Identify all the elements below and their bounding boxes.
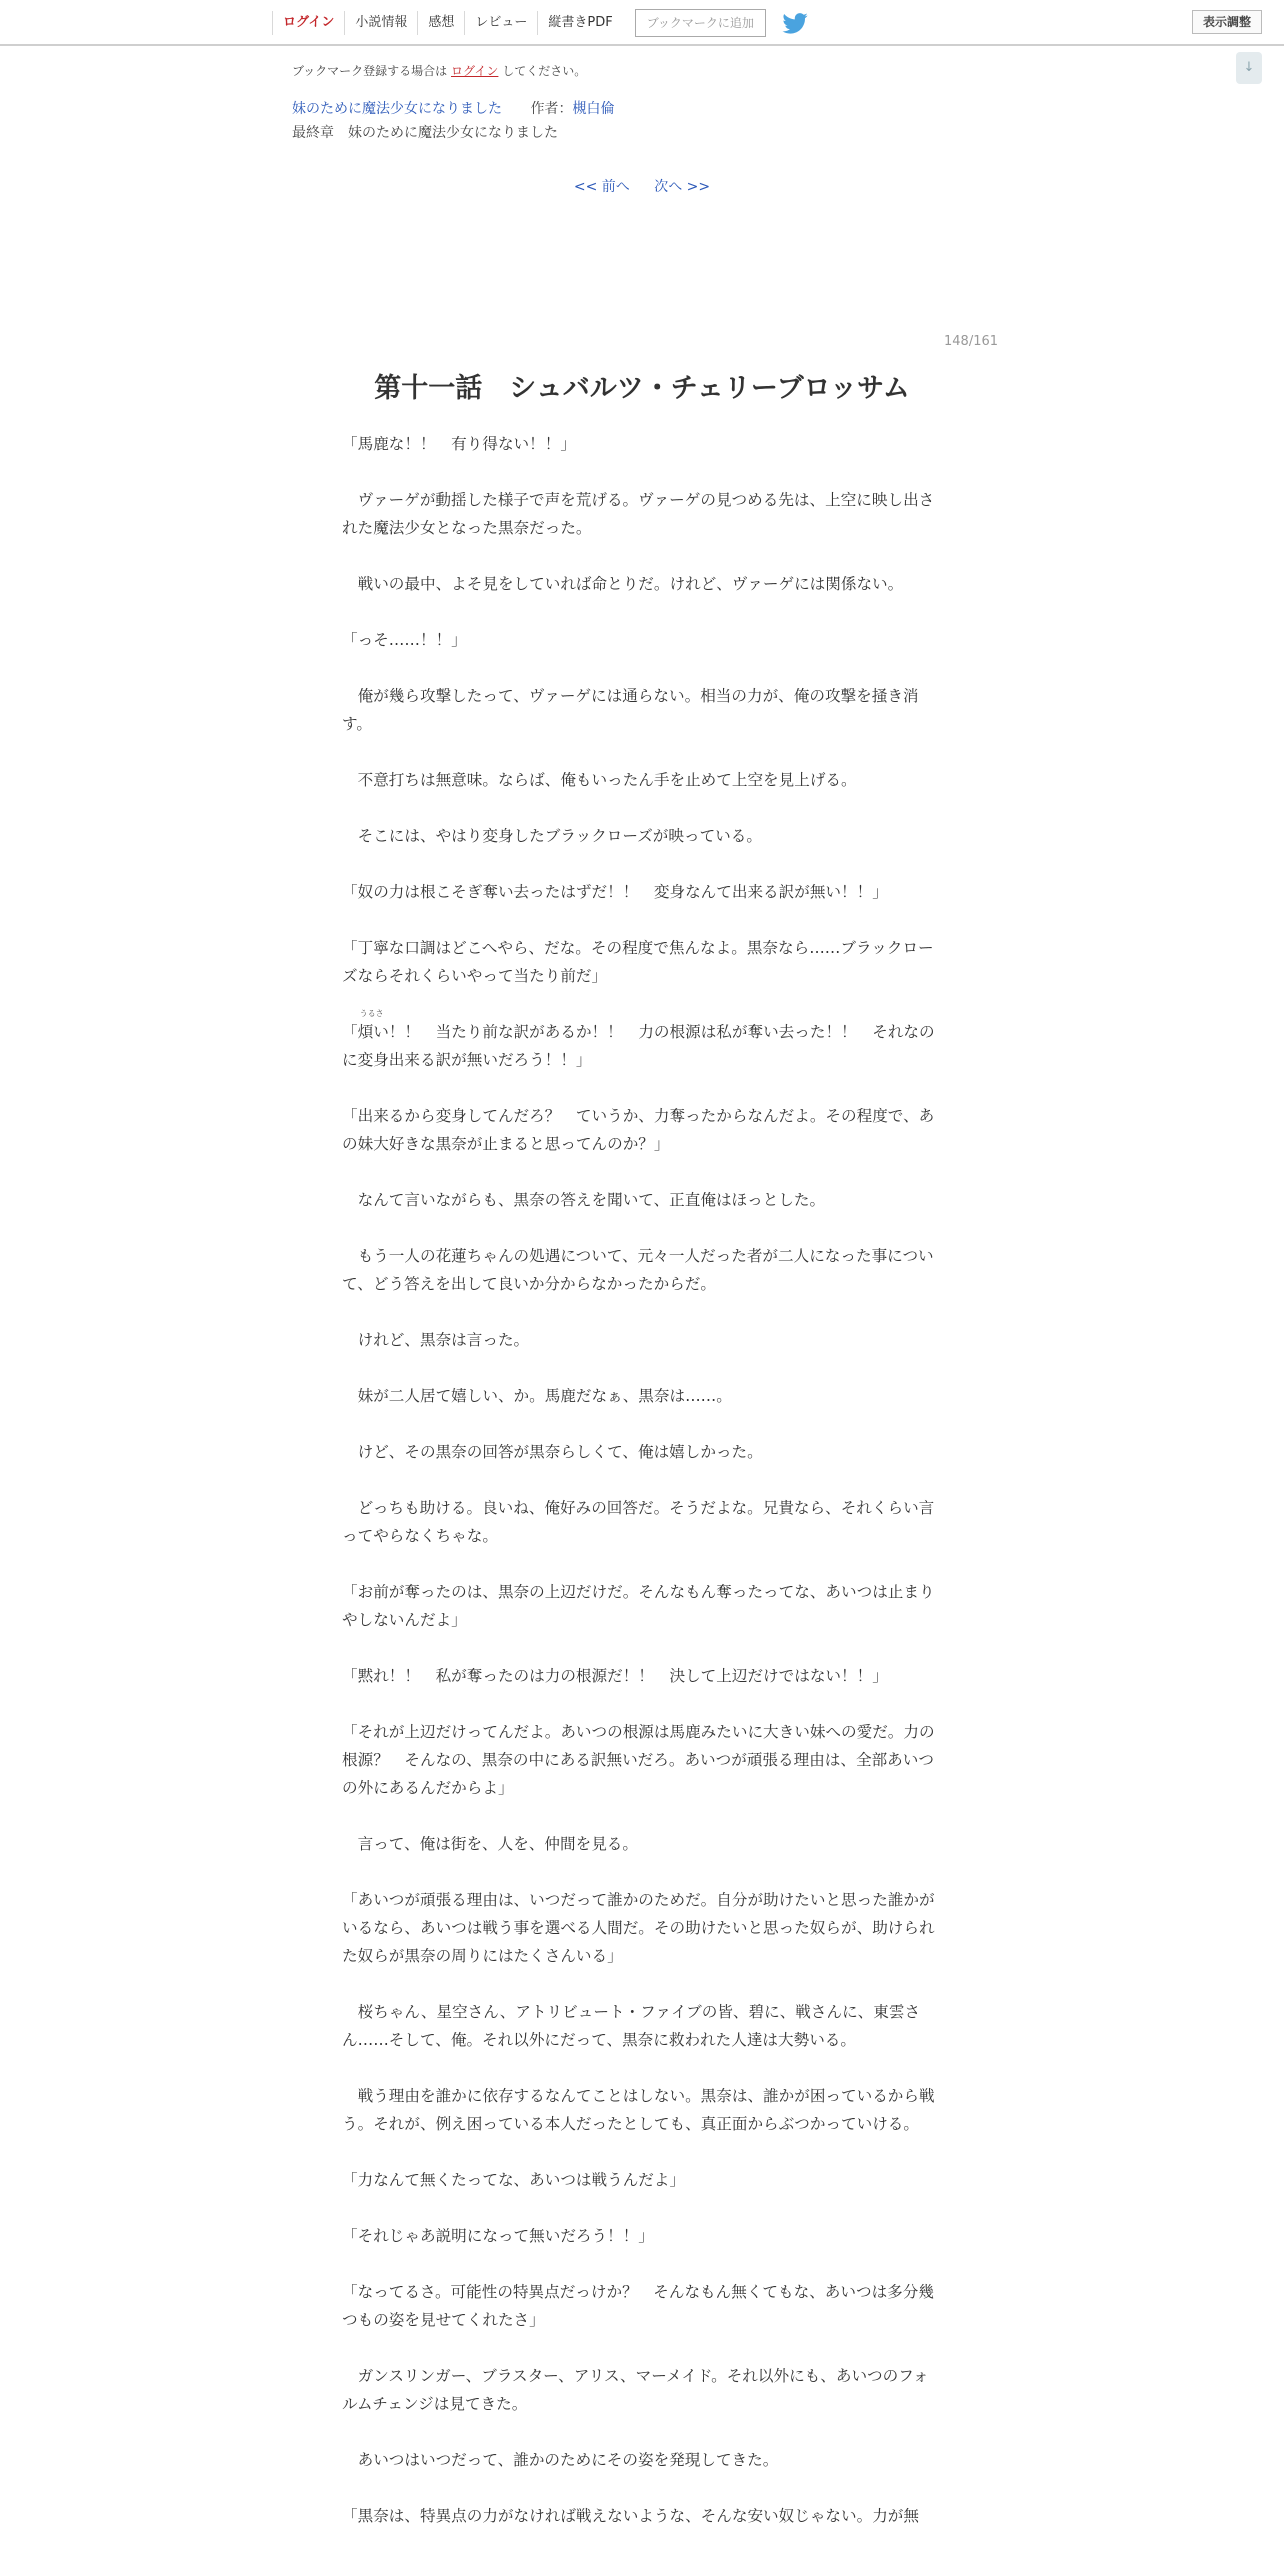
chapter-body: [342, 430, 938, 2558]
paragraph: 「黙れ！！ 私が奪ったのは力の根源だ！！ 決して上辺だけではない！！」: [342, 1667, 888, 1685]
author-label: 作者：: [530, 101, 573, 117]
paragraph: けど、その黒奈の回答が黒奈らしくて、俺は嬉しかった。: [342, 1443, 763, 1461]
paragraph: 俺が幾ら攻撃したって、ヴァーゲには通らない。相当の力が、俺の攻撃を掻き消す。: [342, 687, 919, 733]
chapter-counter: 148/161: [944, 334, 999, 349]
paragraph: 「それが上辺だけってんだよ。あいつの根源は馬鹿みたいに大きい妹への愛だ。力の根源？ そんなの、黒奈の中にある訳無いだろ。あいつが頑張る理由は、全部あいつの外にあるんだからよ」: [342, 1723, 935, 1797]
latest-chapter-name: 妹のために魔法少女になりました: [348, 125, 558, 141]
paragraph: 戦いの最中、よそ見をしていれば命とりだ。けれど、ヴァーゲには関係ない。: [342, 575, 904, 593]
paragraph: 言って、俺は街を、人を、仲間を見る。: [342, 1835, 638, 1853]
vertical-pdf-link[interactable]: 縦書きPDF: [537, 11, 622, 35]
paragraph: もう一人の花蓮ちゃんの処遇について、元々一人だった者が二人になった事について、どう答えを出して良いか分からなかったからだ。: [342, 1247, 934, 1293]
paragraph: 「丁寧な口調はどこへやら、だな。その程度で焦んなよ。黒奈なら……ブラックローズならそれくらいやって当たり前だ」: [342, 939, 934, 985]
paragraph: 「お前が奪ったのは、黒奈の上辺だけだ。そんなもん奪ったってな、あいつは止まりやしないんだよ」: [342, 1583, 935, 1629]
latest-chapter-label: 最終章: [292, 125, 334, 141]
paragraph: ヴァーゲが動揺した様子で声を荒げる。ヴァーゲの見つめる先は、上空に映し出された魔法少女となった黒奈だった。: [342, 491, 935, 537]
author-link[interactable]: 槻白倫: [572, 101, 615, 117]
chapter-pager: [0, 176, 1284, 196]
paragraph: なんて言いながらも、黒奈の答えを聞いて、正直俺はほっとした。: [342, 1191, 826, 1209]
review-link[interactable]: レビュー: [464, 11, 537, 35]
paragraph: どっちも助ける。良いね、俺好みの回答だ。そうだよな。兄貴なら、それくらい言ってやらなくちゃな。: [342, 1499, 935, 1545]
bookmark-login-note: [292, 62, 586, 79]
latest-chapter-line: [292, 122, 558, 142]
impressions-link[interactable]: 感想: [417, 11, 464, 35]
twitter-icon[interactable]: [782, 12, 808, 34]
add-bookmark-button[interactable]: ブックマークに追加: [635, 9, 766, 37]
paragraph: 桜ちゃん、星空さん、アトリビュート・ファイブの皆、碧に、戦さんに、東雲さん……そして、俺。それ以外にだって、黒奈に救われた人達は大勢いる。: [342, 2003, 921, 2049]
paragraph: あいつはいつだって、誰かのためにその姿を発現してきた。: [342, 2451, 779, 2469]
paragraph: 「奴の力は根こそぎ奪い去ったはずだ！！ 変身なんて出来る訳が無い！！」: [342, 883, 888, 901]
login-note-link[interactable]: ログイン: [451, 64, 499, 78]
novel-title-link[interactable]: 妹のために魔法少女になりました: [292, 101, 502, 117]
display-settings-button[interactable]: 表示調整: [1192, 10, 1262, 34]
paragraph: 「出来るから変身してんだろ？ ていうか、力奪ったからなんだよ。その程度で、あの妹大好きな黒奈が止まると思ってんのか？」: [342, 1107, 935, 1153]
paragraph: けれど、黒奈は言った。: [342, 1331, 530, 1349]
paragraph: そこには、やはり変身したブラックローズが映っている。: [342, 827, 762, 845]
prev-chapter-link[interactable]: << 前へ: [573, 179, 630, 195]
ruby-reading: うるさ: [359, 1009, 384, 1018]
login-note-suffix: してください。: [502, 64, 587, 78]
paragraph: 不意打ちは無意味。ならば、俺もいったん手を止めて上空を見上げる。: [342, 771, 857, 789]
paragraph: 「なってるさ。可能性の特異点だっけか？ そんなもん無くてもな、あいつは多分幾つもの姿を見せてくれたさ」: [342, 2283, 934, 2329]
ruby-word: [357, 1009, 389, 1041]
paragraph: 「黒奈は、特異点の力がなければ戦えないような、そんな安い奴じゃない。力が無: [342, 2507, 919, 2525]
paragraph: 妹が二人居て嬉しい、か。馬鹿だなぁ、黒奈は……。: [342, 1387, 732, 1405]
login-link[interactable]: ログイン: [272, 11, 344, 35]
scroll-down-icon[interactable]: ↓: [1236, 52, 1262, 84]
paragraph: 「力なんて無くたってな、あいつは戦うんだよ」: [342, 2171, 686, 2189]
paragraph: 「っそ……！！」: [342, 631, 467, 649]
novel-info-line: [292, 98, 614, 118]
ruby-base: 煩い: [357, 1023, 389, 1041]
paragraph: 「あいつが頑張る理由は、いつだって誰かのためだ。自分が助けたいと思った誰かがいるなら、あいつは戦う事を選べる人間だ。その助けたいと思った奴らが、助けられた奴らが黒奈の周りにはたくさんいる」: [342, 1891, 935, 1965]
paragraph: 戦う理由を誰かに依存するなんてことはしない。黒奈は、誰かが困っているから戦う。それが、例え困っている本人だったとしても、真正面からぶつかっていける。: [342, 2087, 935, 2133]
paragraph: ガンスリンガー、ブラスター、アリス、マーメイド。それ以外にも、あいつのフォルムチェンジは見てきた。: [342, 2367, 929, 2413]
paragraph-with-ruby: 「 うるさ 煩い！！ 当たり前な訳があるか！！ 力の根源は私が奪い去った！！ それなのに変身出来る訳が無いだろう！！」: [342, 1009, 935, 1069]
paragraph-rest: ！！ 当たり前な訳があるか！！ 力の根源は私が奪い去った！！ それなのに変身出来る訳が無いだろう！！」: [342, 1023, 935, 1069]
login-note-prefix: ブックマーク登録する場合は: [292, 64, 448, 78]
header-menu: [272, 0, 808, 46]
paragraph: 「それじゃあ説明になって無いだろう！！」: [342, 2227, 654, 2245]
top-navigation-bar: [0, 0, 1284, 46]
paragraph: 「馬鹿な！！ 有り得ない！！」: [342, 435, 576, 453]
chapter-title: 第十一話 シュバルツ・チェリーブロッサム: [374, 373, 910, 404]
next-chapter-link[interactable]: 次へ >>: [654, 179, 711, 195]
novel-info-link[interactable]: 小説情報: [344, 11, 417, 35]
